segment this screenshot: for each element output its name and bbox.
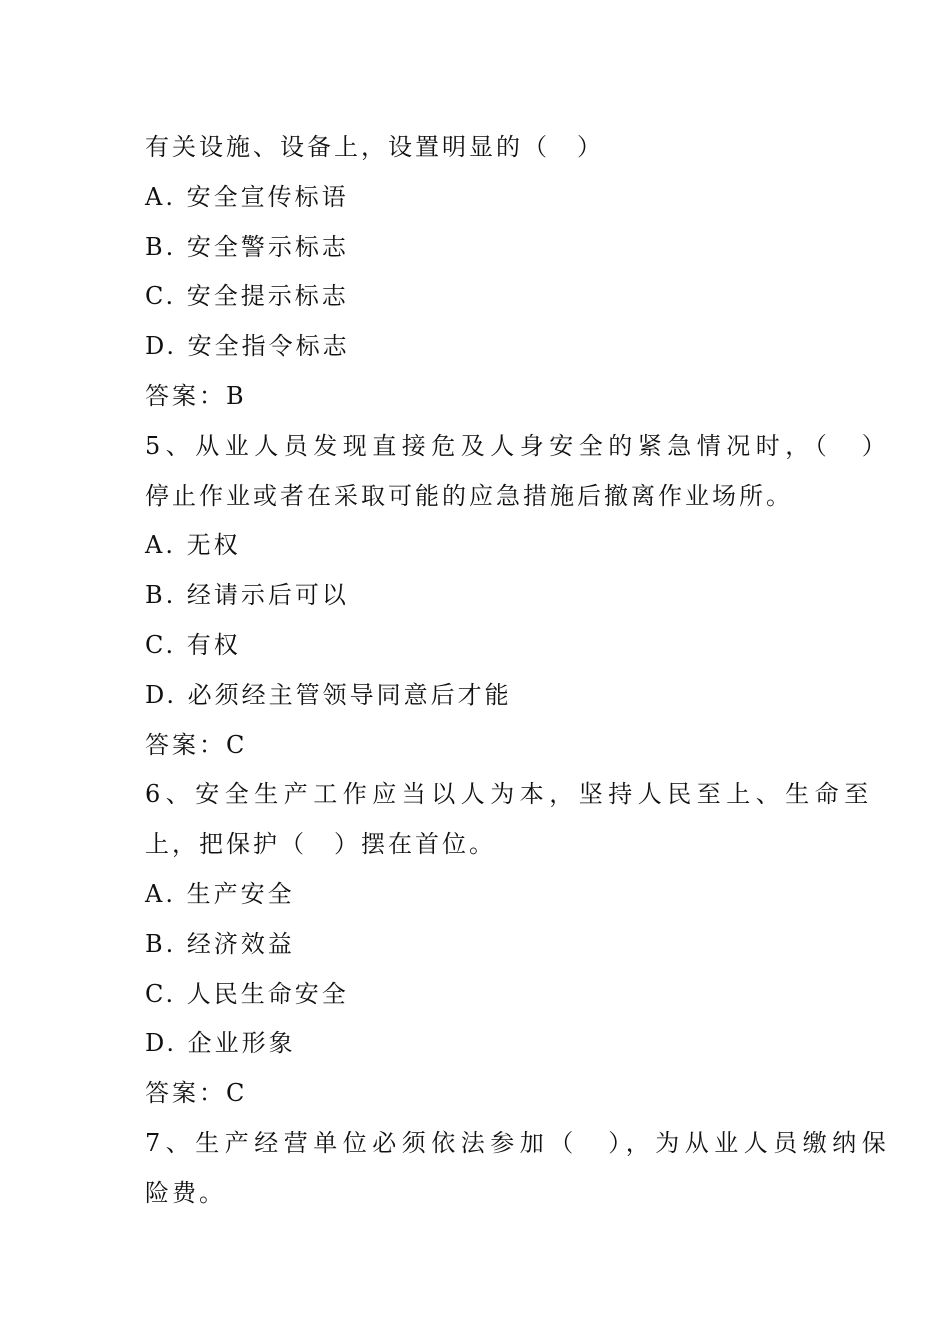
option-a: A. 安全宣传标语 [145, 182, 349, 211]
answer-line: 答案：B [145, 381, 247, 410]
option-a: A. 生产安全 [145, 879, 295, 908]
option-d: D. 必须经主管领导同意后才能 [145, 680, 512, 709]
option-d: D. 企业形象 [145, 1029, 296, 1058]
question-6-text-cont: 上，把保护（ ）摆在首位。 [145, 830, 496, 859]
option-c: C. 有权 [145, 630, 241, 659]
question-5-text: 5、从业人员发现直接危及人身安全的紧急情况时，（ ） [145, 431, 892, 460]
option-c: C. 安全提示标志 [145, 282, 349, 311]
question-7-text: 7、生产经营单位必须依法参加（ ），为从业人员缴纳保 [145, 1128, 892, 1157]
question-list [145, 123, 892, 1219]
option-b: B. 经济效益 [145, 929, 295, 958]
question-5-text-cont: 停止作业或者在采取可能的应急措施后撤离作业场所。 [145, 481, 793, 510]
option-a: A. 无权 [145, 531, 241, 560]
option-b: B. 安全警示标志 [145, 232, 349, 261]
answer-line: 答案：C [145, 1079, 248, 1108]
option-d: D. 安全指令标志 [145, 332, 350, 361]
option-c: C. 人民生命安全 [145, 979, 349, 1008]
answer-line: 答案：C [145, 730, 248, 759]
option-b: B. 经请示后可以 [145, 581, 349, 610]
question-6-text: 6、安全生产工作应当以人为本，坚持人民至上、生命至 [145, 780, 874, 809]
question-7-text-cont: 险费。 [145, 1178, 226, 1207]
question-text-line: 有关设施、设备上，设置明显的（ ） [145, 133, 604, 161]
